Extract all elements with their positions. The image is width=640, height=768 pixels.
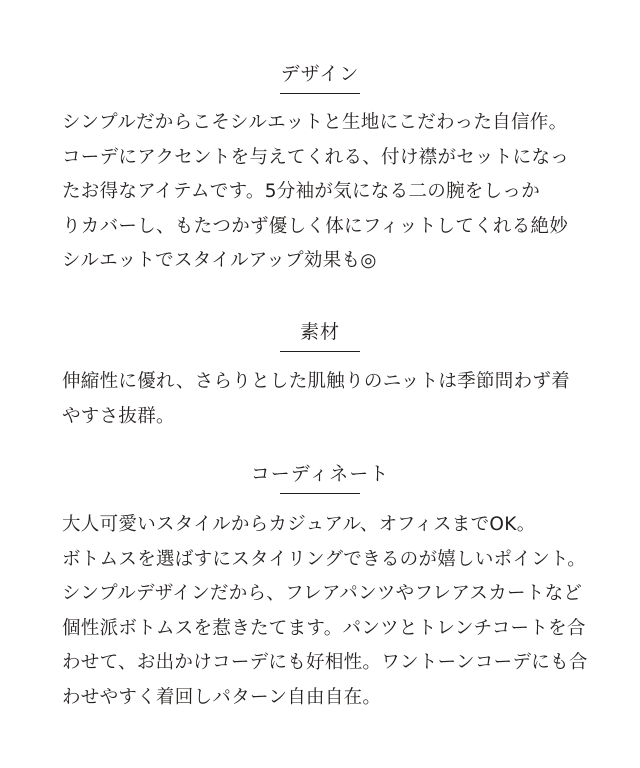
section-title: デザイン xyxy=(280,63,360,85)
paragraph-line: わせて、お出かけコーデにも好相性。ワントーンコーデにも合 xyxy=(62,652,588,673)
paragraph-line: シルエットでスタイルアップ効果も◎ xyxy=(62,250,377,271)
section-heading-coordinate xyxy=(0,462,640,494)
section-heading-material xyxy=(0,320,640,352)
paragraph-line: ボトムスを選ばすにスタイリングできるのが嬉しいポイント。 xyxy=(62,548,586,570)
heading-underline xyxy=(280,493,360,494)
paragraph-line: りカバーし、もたつかず優しく体にフィットしてくれる絶妙 xyxy=(62,215,569,237)
paragraph-line: 個性派ボトムスを惹きたてます。パンツとトレンチコートを合 xyxy=(62,617,586,639)
paragraph-line: わせやすく着回しパターン自由自在。 xyxy=(62,686,382,708)
section-title: コーディネート xyxy=(250,463,390,485)
section-heading-design xyxy=(0,62,640,94)
section-body-design xyxy=(62,106,592,279)
paragraph-line: シンプルデザインだから、フレアパンツやフレアスカートなど xyxy=(62,583,583,604)
heading-underline xyxy=(280,93,360,94)
section-title: 素材 xyxy=(299,321,340,343)
heading-underline xyxy=(280,351,360,352)
paragraph-line: 大人可愛いスタイルからカジュアル、オフィスまでOK。 xyxy=(62,514,536,535)
section-body-coordinate xyxy=(62,508,592,715)
paragraph-line: シンプルだからこそシルエットと生地にこだわった自信作。 xyxy=(62,112,568,133)
paragraph-line: コーデにアクセントを与えてくれる、付け襟がセットになっ xyxy=(62,146,570,168)
section-body-material xyxy=(62,365,592,434)
paragraph-line: たお得なアイテムです。5分袖が気になる二の腕をしっか xyxy=(62,181,541,202)
paragraph-line: やすさ抜群。 xyxy=(62,405,175,427)
paragraph-line: 伸縮性に優れ、さらりとした肌触りのニットは季節問わず着 xyxy=(62,371,570,392)
